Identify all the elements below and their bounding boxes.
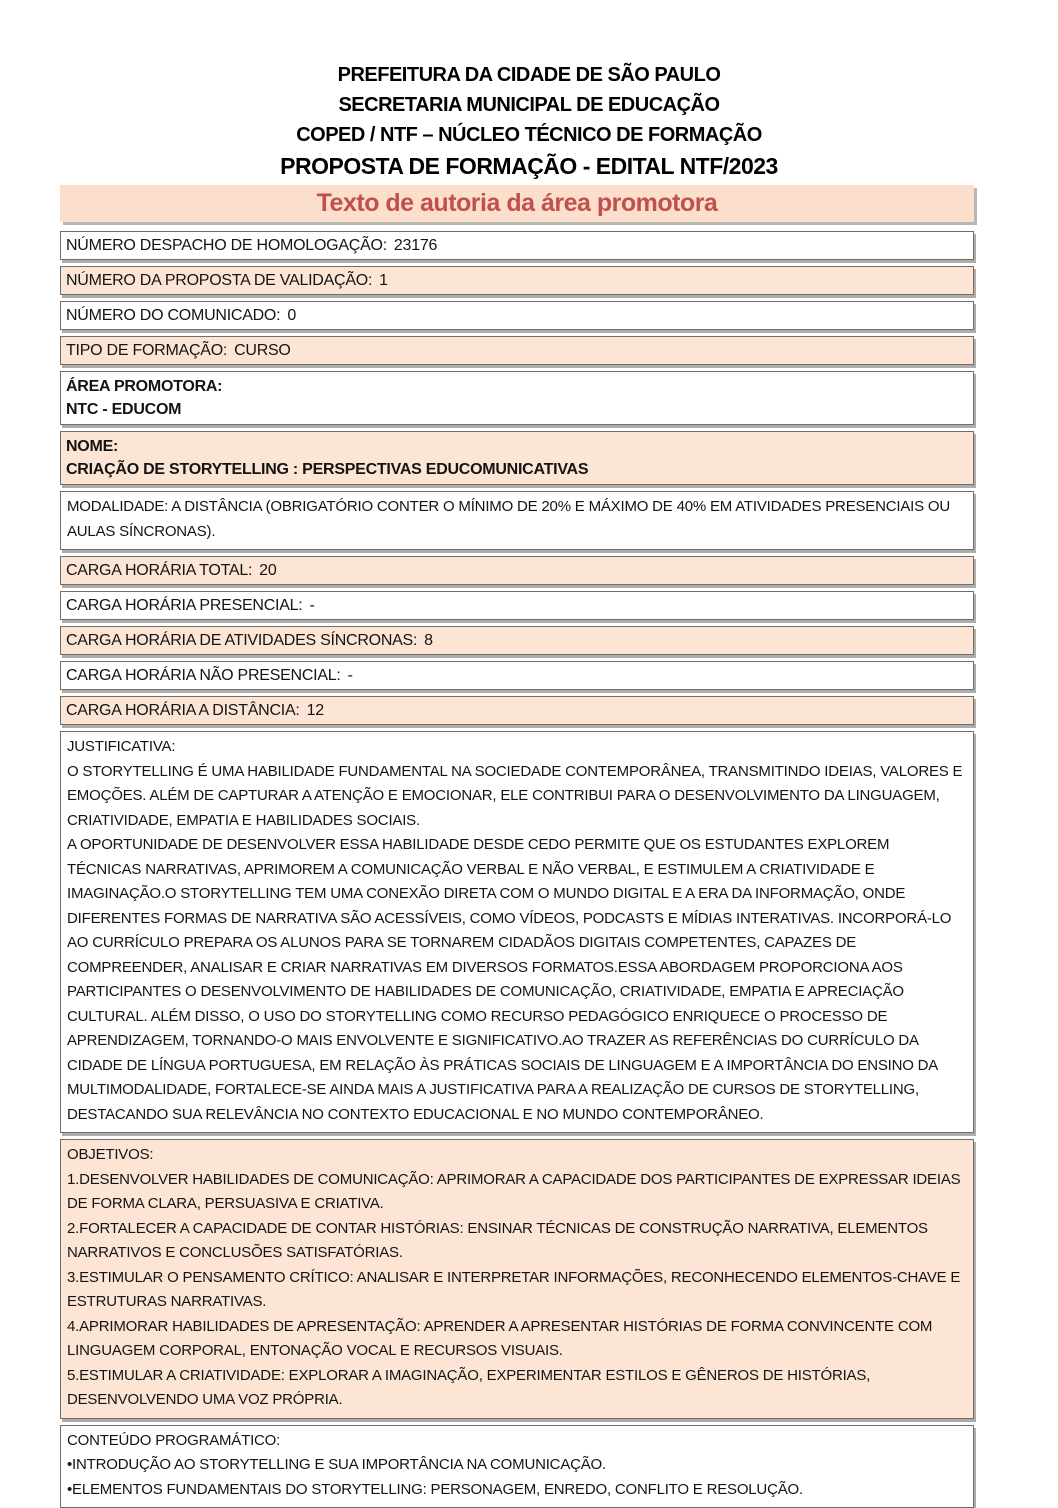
field-label: CARGA HORÁRIA A DISTÂNCIA: [66,702,300,719]
section-conteudo-programatico [60,1425,974,1508]
header-title-line-4: PROPOSTA DE FORMAÇÃO - EDITAL NTF/2023 [0,150,1058,182]
header-title-line-3: COPED / NTF – NÚCLEO TÉCNICO DE FORMAÇÃO [0,120,1058,150]
form-content [60,185,974,1508]
objetivo-item-4: 4.APRIMORAR HABILIDADES DE APRESENTAÇÃO: APRENDER A APRESENTAR HISTÓRIAS DE FORMA CONVINCENTE COM LINGUAGEM CORPORAL, ENTONAÇÃO VOCAL E RECURSOS VISUAIS. [67,1315,967,1364]
field-label: NOME: [66,435,968,458]
objetivo-item-1: 1.DESENVOLVER HABILIDADES DE COMUNICAÇÃO: APRIMORAR A CAPACIDADE DOS PARTICIPANTES DE EXPRESSAR IDEIAS DE FORMA CLARA, PERSUASIVA E CRIATIVA. [67,1168,967,1217]
row-carga-horaria-sincronas [60,626,974,655]
objetivo-item-2: 2.FORTALECER A CAPACIDADE DE CONTAR HISTÓRIAS: ENSINAR TÉCNICAS DE CONSTRUÇÃO NARRATIVA, ELEMENTOS NARRATIVOS E CONCLUSÕES SATISFATÓRIAS. [67,1217,967,1266]
row-area-promotora [60,371,974,425]
field-value: 1 [379,272,388,289]
objetivos-title: OBJETIVOS: [67,1143,967,1168]
field-label: CARGA HORÁRIA DE ATIVIDADES SÍNCRONAS: [66,632,417,649]
document-header [0,60,1058,182]
field-label: TIPO DE FORMAÇÃO: [66,342,227,359]
row-numero-proposta-validacao [60,266,974,295]
section-objetivos [60,1139,974,1419]
objetivo-item-3: 3.ESTIMULAR O PENSAMENTO CRÍTICO: ANALISAR E INTERPRETAR INFORMAÇÕES, RECONHECENDO ELEMENTOS-CHAVE E ESTRUTURAS NARRATIVAS. [67,1266,967,1315]
row-carga-horaria-total [60,556,974,585]
field-label: ÁREA PROMOTORA: [66,375,968,398]
field-label: CARGA HORÁRIA PRESENCIAL: [66,597,302,614]
field-value: 0 [287,307,296,324]
objetivo-item-5: 5.ESTIMULAR A CRIATIVIDADE: EXPLORAR A IMAGINAÇÃO, EXPERIMENTAR ESTILOS E GÊNEROS DE HISTÓRIAS, DESENVOLVENDO UMA VOZ PRÓPRIA. [67,1364,967,1413]
section-justificativa [60,731,974,1133]
field-value: 20 [259,562,276,579]
conteudo-bullet-1: •INTRODUÇÃO AO STORYTELLING E SUA IMPORTÂNCIA NA COMUNICAÇÃO. [67,1453,967,1478]
field-label: NÚMERO DESPACHO DE HOMOLOGAÇÃO: [66,237,387,254]
field-value: 12 [307,702,324,719]
field-label: MODALIDADE: [67,498,168,515]
field-value: NTC - EDUCOM [66,398,968,421]
row-modalidade [60,491,974,550]
justificativa-title: JUSTIFICATIVA: [67,735,967,760]
justificativa-paragraph-2: A OPORTUNIDADE DE DESENVOLVER ESSA HABILIDADE DESDE CEDO PERMITE QUE OS ESTUDANTES EXPLOREM TÉCNICAS NARRATIVAS, APRIMOREM A COMUNICAÇÃO VERBAL E NÃO VERBAL, E ESTIMULEM A CRIATIVIDADE E IMAGINAÇÃO.O STORYTELLING TEM UMA CONEXÃO DIRETA COM O MUNDO DIGITAL E A ERA DA INFORMAÇÃO, ONDE DIFERENTES FORMAS DE NARRATIVA SÃO ACESSÍVEIS, COMO VÍDEOS, PODCASTS E MÍDIAS INTERATIVAS. INCORPORÁ-LO AO CURRÍCULO PREPARA OS ALUNOS PARA SE TORNAREM CIDADÃOS DIGITAIS COMPETENTES, CAPAZES DE COMPREENDER, ANALISAR E CRIAR NARRATIVAS EM DIVERSOS FORMATOS.ESSA ABORDAGEM PROPORCIONA AOS PARTICIPANTES O DESENVOLVIMENTO DE HABILIDADES DE COMUNICAÇÃO, CRIATIVIDADE, EMPATIA E APRECIAÇÃO CULTURAL. ALÉM DISSO, O USO DO STORYTELLING COMO RECURSO PEDAGÓGICO ENRIQUECE O PROCESSO DE APRENDIZAGEM, TORNANDO-O MAIS ENVOLVENTE E SIGNIFICATIVO.AO TRAZER AS REFERÊNCIAS DO CURRÍCULO DA CIDADE DE LÍNGUA PORTUGUESA, EM RELAÇÃO ÀS PRÁTICAS SOCIAIS DE LINGUAGEM E A IMPORTÂNCIA DO ENSINO DA MULTIMODALIDADE, FORTALECE-SE AINDA MAIS A JUSTIFICATIVA PARA A REALIZAÇÃO DE CURSOS DE STORYTELLING, DESTACANDO SUA RELEVÂNCIA NO CONTEXTO EDUCACIONAL E NO MUNDO CONTEMPORÂNEO. [67,833,967,1127]
field-label: CARGA HORÁRIA TOTAL: [66,562,252,579]
justificativa-paragraph-1: O STORYTELLING É UMA HABILIDADE FUNDAMENTAL NA SOCIEDADE CONTEMPORÂNEA, TRANSMITINDO IDEIAS, VALORES E EMOÇÕES. ALÉM DE CAPTURAR A ATENÇÃO E EMOCIONAR, ELE CONTRIBUI PARA O DESENVOLVIMENTO DA LINGUAGEM, CRIATIVIDADE, EMPATIA E HABILIDADES SOCIAIS. [67,760,967,834]
field-label: NÚMERO DO COMUNICADO: [66,307,280,324]
row-tipo-formacao [60,336,974,365]
field-label: NÚMERO DA PROPOSTA DE VALIDAÇÃO: [66,272,372,289]
field-value: - [348,667,353,684]
conteudo-bullet-2: •ELEMENTOS FUNDAMENTAIS DO STORYTELLING: PERSONAGEM, ENREDO, CONFLITO E RESOLUÇÃO. [67,1478,967,1503]
conteudo-title: CONTEÚDO PROGRAMÁTICO: [67,1429,967,1454]
row-carga-horaria-nao-presencial [60,661,974,690]
row-numero-comunicado [60,301,974,330]
header-title-line-2: SECRETARIA MUNICIPAL DE EDUCAÇÃO [0,90,1058,120]
row-numero-despacho-homologacao [60,231,974,260]
row-carga-horaria-presencial [60,591,974,620]
field-value: 8 [424,632,433,649]
field-value: A DISTÂNCIA (OBRIGATÓRIO CONTER O MÍNIMO DE 20% E MÁXIMO DE 40% EM ATIVIDADES PRESENCIAIS OU AULAS SÍNCRONAS). [67,498,950,540]
field-value: - [309,597,314,614]
field-label: CARGA HORÁRIA NÃO PRESENCIAL: [66,667,341,684]
field-value: 23176 [394,237,437,254]
field-value: CURSO [234,342,291,359]
header-title-line-1: PREFEITURA DA CIDADE DE SÃO PAULO [0,60,1058,90]
promoter-banner: Texto de autoria da área promotora [60,185,974,222]
row-carga-horaria-distancia [60,696,974,725]
row-nome [60,431,974,485]
field-value: CRIAÇÃO DE STORYTELLING : PERSPECTIVAS EDUCOMUNICATIVAS [66,458,968,481]
